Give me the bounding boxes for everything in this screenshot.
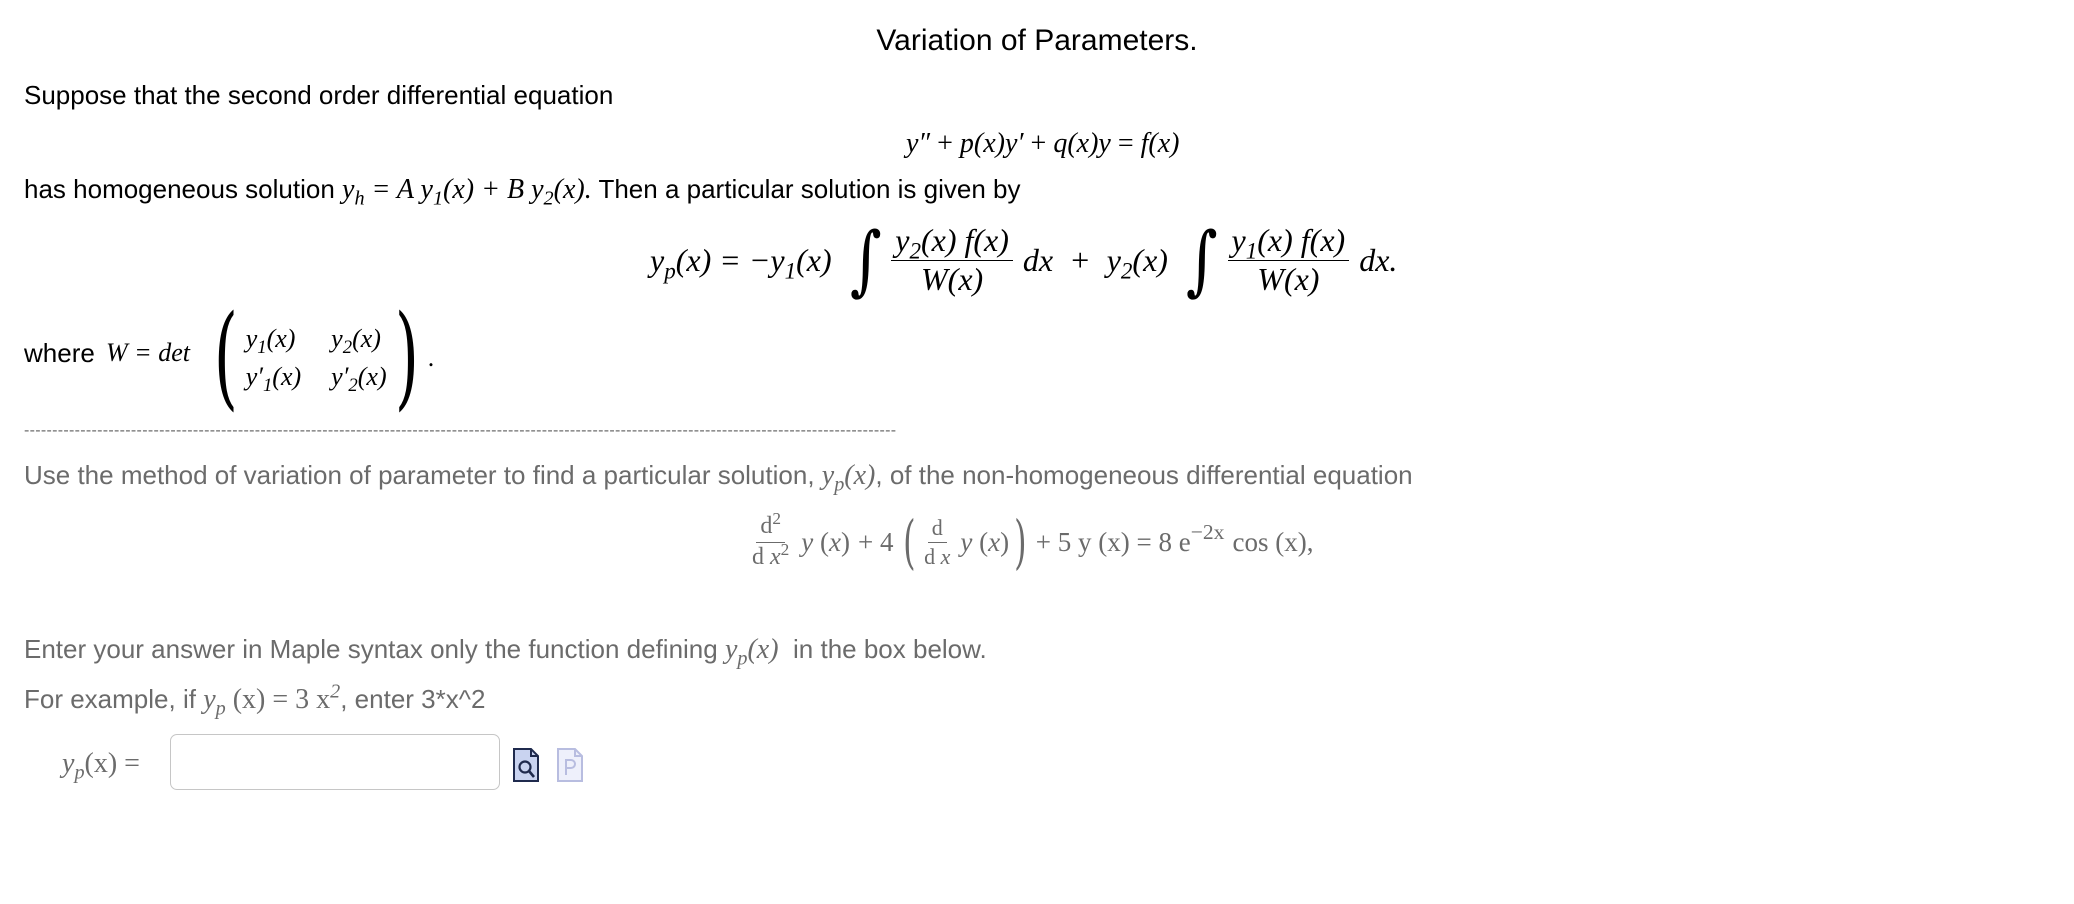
instruction-line-1: Enter your answer in Maple syntax only the function defining $y_p(x)$ in the box below.	[24, 634, 987, 670]
page-title: Variation of Parameters.	[876, 24, 1198, 57]
instruction-line-2: For example, if $y_p$ (x) = 3 $x^2$, enter 3*x^2	[24, 680, 486, 720]
maple-help-icon[interactable]	[556, 748, 584, 782]
separator-line: -----------------------------------------------------------------------------------------------------------------------------------------------------------	[24, 422, 897, 439]
general-ode: y″ + p(x)y′ + q(x)y = f(x)	[906, 128, 1180, 159]
nonhomogeneous-ode: $\frac{d^2}{d x^2}$ y (x) + 4 ( $\frac{d}{\text{d x}}$ y (x) ) + 5 y (x) = 8 e $^{-2x}$ cos (x),	[752, 507, 1314, 576]
where-prefix: where	[24, 338, 95, 368]
wronskian-matrix: ( $y_1(x)$ $y_2(x)$ $y'_1(x)$ $y'_2(x)$ ) .	[213, 292, 435, 423]
answer-label: $y_p(x)$ =	[62, 748, 140, 784]
equation-preview-icon[interactable]	[512, 748, 540, 782]
intro-line-2: has homogeneous solution $y_h = A$ $y_1(x) + B$ $y_2(x)$. Then a particular solution is given by	[24, 174, 1021, 210]
problem-statement: Use the method of variation of parameter to find a particular solution, $y_p(x)$, of the non-homogeneous differential equation	[24, 460, 1413, 496]
where-math: W = det	[106, 338, 190, 367]
particular-solution-formula: $y_p(x) = -y_1(x)$ ∫ $\frac{y_2(x) f(x)}{W(x)}$ dx + $y_2(x)$ ∫ $\frac{y_1(x) f(x)}{W(x)}$ dx.	[650, 214, 1398, 304]
answer-input[interactable]	[170, 734, 500, 790]
intro-line-1: Suppose that the second order differential equation	[24, 80, 614, 110]
